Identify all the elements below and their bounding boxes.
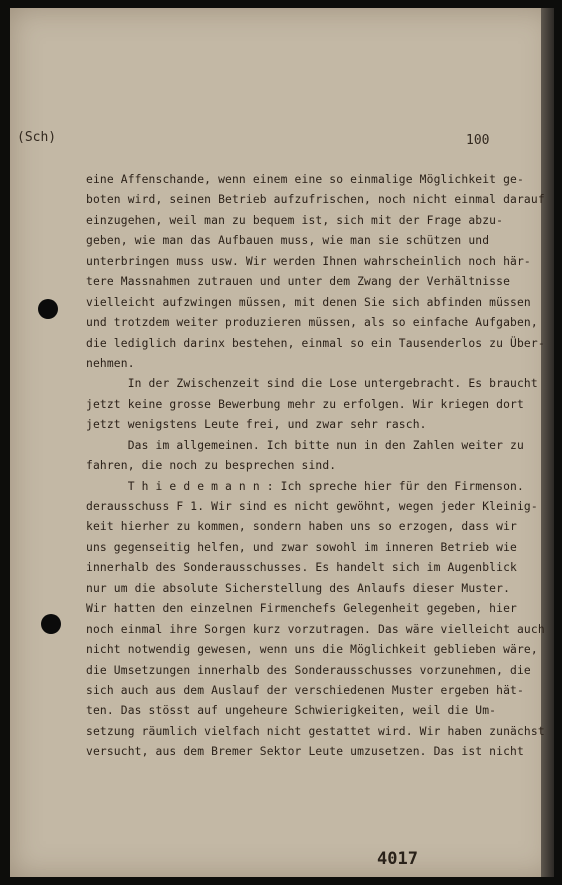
text-line: boten wird, seinen Betrieb aufzufrischen, noch nicht einmal darauf: [86, 193, 545, 207]
text-line: Das im allgemeinen. Ich bitte nun in den Zahlen weiter zu: [86, 438, 524, 452]
text-line: eine Affenschande, wenn einem eine so einmalige Möglichkeit ge-: [86, 173, 524, 186]
text-line: noch einmal ihre Sorgen kurz vorzutragen. Das wäre vielleicht auch: [86, 622, 545, 636]
text-line: einzugehen, weil man zu bequem ist, sich mit der Frage abzu-: [86, 213, 504, 227]
text-line: unterbringen muss usw. Wir werden Ihnen wahrscheinlich noch här-: [86, 254, 531, 268]
text-line: uns gegenseitig helfen, und zwar sowohl im inneren Betrieb wie: [86, 540, 517, 554]
text-line: derausschuss F 1. Wir sind es nicht gewöhnt, wegen jeder Kleinig-: [86, 500, 538, 513]
text-line: jetzt keine grosse Bewerbung mehr zu erfolgen. Wir kriegen dort: [86, 397, 524, 411]
text-line: versucht, aus dem Bremer Sektor Leute umzusetzen. Das ist nicht: [86, 745, 524, 759]
text-line: sich auch aus dem Auslauf der verschiedenen Muster ergeben hät-: [86, 683, 524, 697]
text-line: nicht notwendig gewesen, wenn uns die Möglichkeit geblieben wäre,: [86, 643, 538, 657]
punch-hole-bottom: [41, 614, 61, 634]
archive-stamp-number: 4017: [377, 849, 418, 869]
text-line: ten. Das stösst auf ungeheure Schwierigkeiten, weil die Um-: [86, 704, 497, 718]
page-number: 100: [466, 133, 490, 148]
text-line: keit hierher zu kommen, sondern haben uns so erzogen, dass wir: [86, 520, 517, 534]
text-line: nehmen.: [86, 356, 135, 370]
text-line: die lediglich darinx bestehen, einmal so ein Tausenderlos zu Über-: [86, 336, 545, 350]
text-line: T h i e d e m a n n : Ich spreche hier für den Firmenson.: [86, 479, 524, 493]
text-line: tere Massnahmen zutrauen und unter dem Zwang der Verhältnisse: [86, 275, 511, 289]
text-line: In der Zwischenzeit sind die Lose untergebracht. Es braucht: [86, 377, 538, 391]
text-line: nur um die absolute Sicherstellung des Anlaufs dieser Muster.: [86, 581, 511, 595]
text-line: jetzt wenigstens Leute frei, und zwar sehr rasch.: [86, 418, 427, 432]
header-initials: (Sch): [17, 130, 57, 145]
punch-hole-top: [38, 299, 58, 319]
text-line: Wir hatten den einzelnen Firmenchefs Gelegenheit gegeben, hier: [86, 602, 517, 616]
document-body: [86, 170, 546, 763]
text-line: setzung räumlich vielfach nicht gestattet wird. Wir haben zunächst: [86, 724, 545, 738]
text-line: die Umsetzungen innerhalb des Sonderausschusses vorzunehmen, die: [86, 663, 531, 677]
text-line: innerhalb des Sonderausschusses. Es handelt sich im Augenblick: [86, 561, 517, 575]
text-line: und trotzdem weiter produzieren müssen, als so einfache Aufgaben,: [86, 316, 538, 330]
text-line: vielleicht aufzwingen müssen, mit denen Sie sich abfinden müssen: [86, 295, 531, 309]
text-line: fahren, die noch zu besprechen sind.: [86, 459, 337, 473]
text-line: geben, wie man das Aufbauen muss, wie man sie schützen und: [86, 234, 490, 248]
